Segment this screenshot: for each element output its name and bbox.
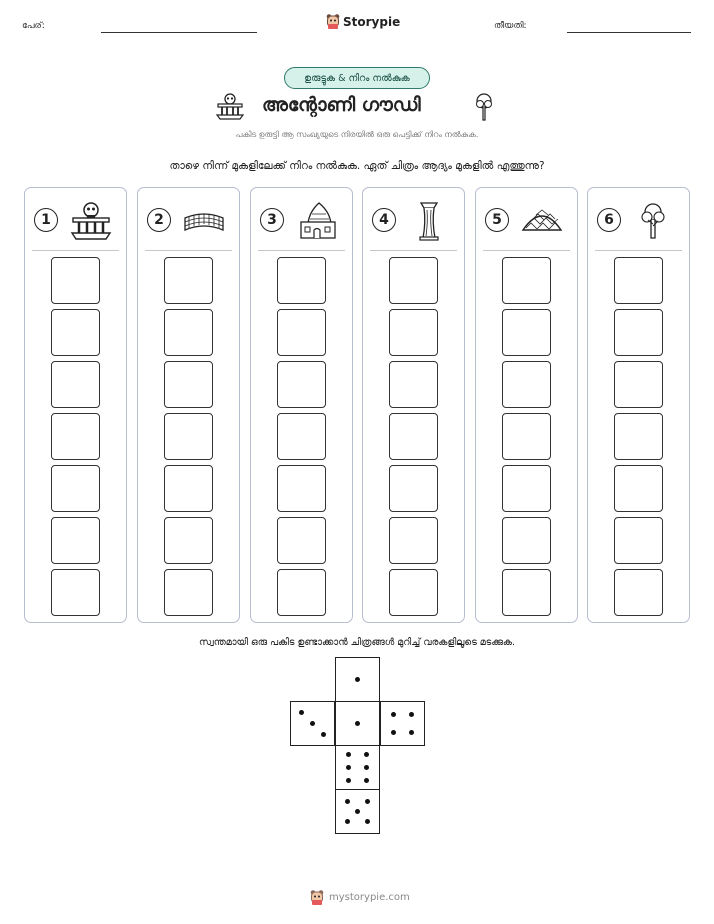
column-divider: [145, 250, 232, 251]
column-number: 6: [597, 208, 621, 232]
pip: [310, 721, 315, 726]
color-box[interactable]: [614, 569, 663, 616]
skull-pavilion-icon: [215, 93, 245, 121]
footer-url[interactable]: mystorypie.com: [329, 892, 410, 903]
color-box[interactable]: [277, 309, 326, 356]
dice-face-3: [290, 701, 335, 746]
color-box[interactable]: [277, 413, 326, 460]
dice-face-4: [380, 701, 425, 746]
column-3: [250, 187, 353, 623]
dice-face-6: [335, 745, 380, 790]
scaled-dome-icon: [520, 200, 564, 242]
color-box[interactable]: [164, 517, 213, 564]
color-box[interactable]: [502, 465, 551, 512]
color-box[interactable]: [502, 569, 551, 616]
activity-badge: ഉരുട്ടുക & നിറം നൽകുക: [284, 67, 430, 89]
pip: [299, 710, 304, 715]
color-box[interactable]: [389, 309, 438, 356]
color-box[interactable]: [502, 257, 551, 304]
name-line[interactable]: [101, 32, 257, 33]
color-box[interactable]: [164, 361, 213, 408]
column-number: 4: [372, 208, 396, 232]
pip: [355, 677, 360, 682]
skull-pavilion-icon: [69, 200, 113, 242]
color-box[interactable]: [164, 569, 213, 616]
column-1: [24, 187, 127, 623]
pip: [345, 819, 350, 824]
column-number: 3: [260, 208, 284, 232]
color-box[interactable]: [51, 257, 100, 304]
pip: [391, 730, 396, 735]
color-box[interactable]: [614, 309, 663, 356]
pip: [355, 721, 360, 726]
dice-face-5: [335, 789, 380, 834]
column-divider: [595, 250, 682, 251]
column-number: 5: [485, 208, 509, 232]
color-box[interactable]: [51, 361, 100, 408]
color-box[interactable]: [164, 465, 213, 512]
pip: [321, 732, 326, 737]
color-box[interactable]: [502, 413, 551, 460]
stone-column-icon: [407, 200, 451, 242]
pip: [346, 778, 351, 783]
color-box[interactable]: [51, 569, 100, 616]
color-box[interactable]: [389, 569, 438, 616]
color-box[interactable]: [51, 413, 100, 460]
storypie-mascot-icon: [326, 13, 340, 30]
column-4: [362, 187, 465, 623]
pip: [365, 819, 370, 824]
pip: [409, 730, 414, 735]
subtitle: പകിട ഉരുട്ടി ആ സംഖ്യയുടെ നിരയിൽ ഒരു പെട്ടിക്ക് നിറം നൽകുക.: [235, 130, 479, 139]
tree-icon: [473, 92, 495, 122]
date-label: തീയതി:: [494, 21, 527, 31]
color-box[interactable]: [502, 309, 551, 356]
pip: [355, 809, 360, 814]
pip: [364, 765, 369, 770]
color-box[interactable]: [614, 257, 663, 304]
color-box[interactable]: [614, 517, 663, 564]
color-box[interactable]: [277, 361, 326, 408]
footer: [309, 889, 410, 906]
dice-face-1: [335, 701, 380, 746]
color-box[interactable]: [614, 465, 663, 512]
column-divider: [32, 250, 119, 251]
color-box[interactable]: [389, 413, 438, 460]
pip: [345, 799, 350, 804]
color-box[interactable]: [389, 517, 438, 564]
color-box[interactable]: [164, 413, 213, 460]
color-box[interactable]: [277, 517, 326, 564]
column-2: [137, 187, 240, 623]
color-box[interactable]: [51, 309, 100, 356]
color-box[interactable]: [502, 517, 551, 564]
color-box[interactable]: [164, 309, 213, 356]
color-box[interactable]: [51, 465, 100, 512]
fold-instruction: സ്വന്തമായി ഒരു പകിട ഉണ്ടാക്കാൻ ചിത്രങ്ങൾ മുറിച്ച് വരകളിലൂടെ മടക്കുക.: [198, 637, 516, 648]
color-box[interactable]: [614, 361, 663, 408]
instruction: താഴെ നിന്ന് മുകളിലേക്ക് നിറം നൽകുക. ഏത് ചിത്രം ആദ്യം മുകളിൽ എത്തുന്നു?: [169, 160, 545, 172]
column-divider: [370, 250, 457, 251]
color-box[interactable]: [389, 257, 438, 304]
color-box[interactable]: [164, 257, 213, 304]
pip: [364, 752, 369, 757]
gingerbread-house-icon: [295, 200, 339, 242]
column-number: 1: [34, 208, 58, 232]
page-title: അന്റോണി ഗൗഡി: [262, 94, 421, 116]
dice-face-1: [335, 657, 380, 702]
color-box[interactable]: [389, 361, 438, 408]
pip: [409, 712, 414, 717]
storypie-logo: [326, 13, 400, 30]
pip: [346, 752, 351, 757]
column-6: [587, 187, 690, 623]
pip: [365, 799, 370, 804]
column-divider: [483, 250, 570, 251]
column-number: 2: [147, 208, 171, 232]
storypie-mascot-icon: [309, 889, 325, 906]
date-line[interactable]: [567, 32, 691, 33]
column-divider: [258, 250, 345, 251]
pip: [391, 712, 396, 717]
color-box[interactable]: [389, 465, 438, 512]
name-label: പേര്:: [22, 21, 45, 31]
color-box[interactable]: [51, 517, 100, 564]
color-box[interactable]: [277, 257, 326, 304]
pip: [364, 778, 369, 783]
brand-name: Storypie: [343, 14, 401, 29]
tree-icon: [632, 200, 676, 242]
tiled-bench-icon: [182, 200, 226, 242]
column-5: [475, 187, 578, 623]
color-box[interactable]: [277, 465, 326, 512]
color-box[interactable]: [614, 413, 663, 460]
pip: [346, 765, 351, 770]
color-box[interactable]: [502, 361, 551, 408]
color-box[interactable]: [277, 569, 326, 616]
